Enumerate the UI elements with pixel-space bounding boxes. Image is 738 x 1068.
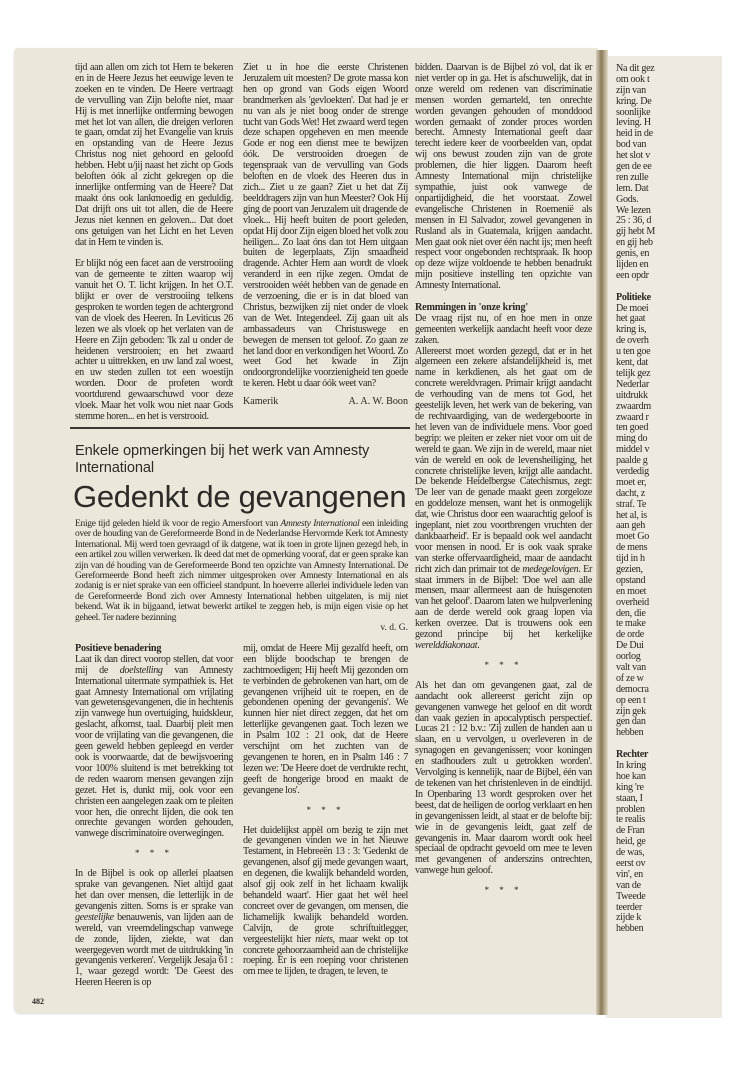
article-column-2: [243, 644, 408, 978]
right-page-heading: Politieke: [616, 291, 651, 303]
right-page-line: Na dit gez: [616, 63, 655, 74]
right-page-line: hebben: [616, 923, 644, 935]
top-article-row: [75, 63, 408, 423]
right-page-line: tijd in h: [616, 553, 645, 565]
right-page-line: ten goed: [616, 422, 649, 434]
right-page-line: telijk gez: [616, 367, 651, 379]
right-page-line: kring. De: [616, 95, 652, 107]
section-heading: Positieve benadering: [75, 642, 162, 654]
right-page-line: democra: [616, 683, 649, 695]
right-page-line: kent, dat: [616, 357, 649, 369]
byline-author: A. A. W. Boon: [348, 396, 408, 408]
right-page-line: De moei: [616, 302, 649, 314]
right-page-line: Nederlar: [616, 378, 649, 390]
right-page-line: soonlijke: [616, 106, 651, 118]
top-article-column-2-wrap: [243, 63, 408, 407]
right-page-line: teerder: [616, 901, 642, 913]
paragraph-text: van Amnesty International uitermate sympathiek is. Het gaat Amnesty International om vrijlating van gewetensgevangenen, die in hechtenis zijn vanwege hun overtuiging, huidskleur, geslacht, afkomst, taal. Daarbij pleit men voor de vrijlating van die gevangenen, die geen geweld hebben gepleegd en verder ook is voorwaarde, dat de bewijsvoering voor 100% sluitend is met betrekking tot de reden waarom mensen gevangen zijn gezet. Het is, dunkt mij, ook voor een christen een aangelegen zaak om te pleiten voor hen, die onrecht lijden, die ook ten onrechte gevangen worden gehouden, vanwege discriminatoire overwegingen.: [75, 664, 233, 840]
right-page-line: zijn van: [616, 84, 646, 96]
right-page-line: dacht, z: [616, 487, 645, 499]
paragraph: [75, 869, 233, 989]
section-separator: * * *: [484, 659, 523, 670]
right-page-line: zijn gek: [616, 705, 646, 717]
right-page-line: het al, is: [616, 509, 647, 521]
right-page-line: aan geh: [616, 520, 646, 532]
paragraph-text: In de Bijbel is ook op allerlei plaatsen sprake van gevangenen. Niet altijd gaat het dan over mensen, die letterlijk in de gevangenis zitten. Soms is er sprake van: [75, 868, 233, 912]
paragraph: [415, 63, 592, 292]
right-page-line: uitdrukk: [616, 389, 648, 401]
right-page-line: u ten goe: [616, 346, 651, 358]
article-kicker: Enkele opmerkingen bij het werk van Amnesty International: [75, 442, 370, 476]
right-page-line: en moet: [616, 585, 647, 597]
emphasis: niets: [315, 933, 333, 945]
paragraph-text: Als het dan om gevangenen gaat, zal de aandacht ook allereerst gericht zijn op gevangenen vanwege het geloof en dit wordt dan vaak gezien in apocalyptisch perspectief. Lucas 21 : 12 b.v.: 'Zij zullen de handen aan u slaan, en u vervolgen, u overleveren in de synagogen en gevangenissen; voor koningen en stadhouders zult u getrokken worden'. Vervolging is kennelijk, naar de Bijbel, één van de tekenen van het christenleven in de eindtijd. In Openbaring 13 wordt gesproken over het beest, dat de heiligen de oorlog verklaart en hen in gevangenissen leidt, al staat er de belofte bij: wie in de gevangenis leidt, gaat zelf de gevangenis in. Maar daarom wordt ook heel speciaal de opdracht gevoeld om mee te leven met gevangenen of anderszins ontrechten, vanwege hun geloof.: [415, 679, 592, 877]
right-page-line: het gaat: [616, 313, 646, 325]
right-page-line: [616, 293, 726, 304]
right-page-line: de orde: [616, 629, 644, 641]
page-number: 482: [32, 997, 44, 1007]
right-page-line: king 're: [616, 781, 644, 793]
right-page-line: We lezen: [616, 204, 651, 216]
right-page-line: de was,: [616, 847, 645, 859]
right-page-line: overheid: [616, 596, 649, 608]
right-page-text: [616, 64, 726, 935]
byline-place: Kamerik: [243, 396, 279, 408]
right-page-line: ming do: [616, 433, 648, 445]
right-page-line: zwaard r: [616, 411, 649, 423]
right-page-line: opstand: [616, 574, 646, 586]
right-page-line: de mens: [616, 542, 648, 554]
top-article-column-1: [75, 63, 233, 423]
right-page-line: lem. Dat: [616, 182, 649, 194]
intro-text: een inleiding over de houding van de Gereformeerde Bond in de Nederlandse Hervormde Kerk tot Amnesty International. Mij werd toen gevraagd of ik datgene, wat ik toen in grote lijnen gezegd heb, in een artikel zou willen verwerken. Ik deed dat met de opmerking vooraf, dat er geen sprake kan zijn van dé houding van de Gereformeerde Bond ten opzichte van Amnesty International. De Gereformeerde Bond heeft zich nimmer uitgesproken over Amnesty International en als zodanig is er niet sprake van een officieel standpunt. In hoeverre allerlei individuele leden van de Gereformeerde Bond zich over Amnesty International hebben uitgelaten, is mij niet bekend. Wat ik in bijgaand, ietwat bewerkt artikel te zeggen heb, is mijn eigen visie op het geheel. Ter nadere bezinning: [75, 518, 408, 623]
section-separator: * * *: [306, 804, 345, 815]
right-page-line: zwaardm: [616, 400, 651, 412]
right-page-line: een opdr: [616, 269, 649, 281]
right-page-line: genis, en: [616, 248, 650, 260]
paragraph-text: De vraag rijst nu, of en hoe men in onze gemeenten werkelijk aandacht heeft voor deze zaken.: [415, 312, 592, 346]
article-column-1: [75, 644, 233, 989]
right-page-line: valt van: [616, 661, 646, 673]
right-page-line: middel v: [616, 444, 650, 456]
section-separator: * * *: [484, 885, 523, 896]
right-page-line: van de: [616, 879, 641, 891]
intro-emphasis: Amnesty International: [280, 518, 360, 529]
paragraph-text: benauwenis, van lijden aan de wereld, van vreemdelingschap vanwege de zonde, lijden, ziekte, wat dan weergegeven wordt met de uitdrukking 'in gevangenis verkeren'. Vergelijk Jesaja 61 : 1, waar gezegd wordt: 'De Geest des Heeren Heeren is op: [75, 911, 233, 989]
paragraph-text: , maar wekt op tot concrete gehoorzaamheid aan de christelijke roeping. Er is een roeping voor christenen om mee te lijden, te dragen, te leven, te: [243, 933, 408, 978]
right-page-line: Gods.: [616, 193, 639, 205]
right-page-heading: Rechter: [616, 749, 649, 761]
right-page-line: Tweede: [616, 890, 646, 902]
right-page-line: bod van: [616, 139, 647, 151]
article-lower-row: [75, 644, 408, 989]
right-page-line: problen: [616, 803, 645, 815]
right-page-line: staan, I: [616, 792, 643, 804]
paragraph-text: . Er staat immers in de Bijbel: 'Doe wel aan alle mensen, maar allermeest aan de huisgenoten van het geloof'. Daarom laten we hulpverlening aan de derde wereld ook graag lopen via kerken overzee. Dat is trouwens ook een gezond principe bij het kerkelijke: [415, 563, 592, 641]
paragraph: [243, 644, 408, 797]
emphasis: geestelijke: [75, 911, 114, 923]
right-page-line: vin', en: [616, 868, 643, 880]
paragraph-text: Laat ik dan direct voorop stellen, dat voor mij de: [75, 653, 233, 676]
right-page-line: eerst ov: [616, 858, 646, 870]
paragraph-text: Het duidelijkst appèl om bezig te zijn met de gevangenen vinden we in het Nieuwe Testament, in Hebreeën 13 : 3: 'Gedenkt de gevangenen, alsof gij mede gevangen waart, en degenen, die kwalijk behandeld worden, alsof gij ook zelf in het lichaam kwalijk behandeld waart'. Hier gaat het wèl heel concreet over de gevangen, om mensen, die lichamelijk kwalijk behandeld worden. Calvijn, de grote schriftuitlegger, vergeestelijkt hier: [243, 824, 408, 945]
right-page-line: heid in de: [616, 128, 653, 140]
top-article-column-2: [243, 63, 408, 390]
section-heading: Remmingen in 'onze kring': [415, 301, 529, 313]
intro-initials: v. d. G.: [380, 622, 408, 633]
intro-text: Enige tijd geleden hield ik voor de regio Amersfoort van: [75, 518, 281, 529]
right-page-line: de overh: [616, 335, 649, 347]
right-page-line: gen de ee: [616, 161, 652, 173]
right-page-line: oorlog: [616, 651, 641, 663]
right-page-line: heid, ge: [616, 836, 646, 848]
page-gutter: [596, 50, 608, 1015]
right-page-line: 25 : 36, d: [616, 215, 652, 227]
right-page-line: paalde g: [616, 455, 648, 467]
right-page-line: gezien,: [616, 563, 643, 575]
right-page-line: De Dui: [616, 640, 644, 652]
right-page-line: en gij heb: [616, 237, 653, 249]
paragraph-text: bidden. Daarvan is de Bijbel zó vol, dat ik er niet verder op in ga. Het is afschuwelijk, dat in onze wereld om redenen van discriminatie mensen worden gemarteld, ten onrechte worden gevangen gehouden of monddood worden gemaakt of zonder proces worden berecht. Amnesty International geeft daar terecht iedere keer de voorbeelden van, opdat wij ons bewust zouden zijn van de grote problemen, die hier liggen. Daarom heeft Amnesty International mijn christelijke sympathie, juist ook vanwege de onpartijdigheid, die het voorstaat. Zowel evangelische Christenen in Roemenië als mensen in El Salvador, zowel gevangenen in Rusland als in Guatemala, krijgen aandacht. Men gaat ook niet over één nacht ijs; men heeft respect voor ongebonden rechtspraak. Ik hoop op deze wijze voldoende te hebben benadrukt mijn positieve instelling ten opzichte van Amnesty International.: [415, 62, 592, 292]
right-page-line: straf. Te: [616, 498, 647, 510]
left-text-block: [32, 62, 408, 1007]
right-page-line: het slot v: [616, 150, 651, 162]
paragraph: [415, 347, 592, 652]
paragraph: [415, 314, 592, 347]
right-page-line: gij hebt M: [616, 226, 656, 238]
emphasis: werelddiakonaat: [415, 640, 478, 652]
right-page-line: In kring: [616, 760, 646, 771]
article-column-3: [415, 63, 592, 906]
section-separator: * * *: [135, 848, 173, 859]
right-page-line: verdedig: [616, 465, 649, 477]
right-page-line: moet er,: [616, 476, 647, 488]
right-page-line: op een t: [616, 694, 646, 706]
right-page-line: zijde k: [616, 912, 642, 924]
paragraph: [243, 826, 408, 979]
right-page-line: hoe kan: [616, 770, 646, 782]
paragraph: tijd aan allen om zich tot Hem te bekeren en in de Heere Jezus het eeuwige leven te zoeken en te vinden. De Heere vertraagt de vervulling van Zijn belofte niet, maar Hij is met innerlijke ontferming bewogen met het lot van allen, die dreigen verloren te gaan, omdat zij het Evangelie van kruis en opstanding van de Heere Jezus Christus nog niet gehoord en geloofd hebben. Hebt u/jij naast het zicht op Gods beloften óók al zicht gekregen op die innerlijke ontferming van de Heere? Dat maakt óns ook lankmoedig en geduldig. Dat drijft ons uit tot allen, die de Heere Jezus niet kennen en geloven... Dat doet ons getuigen van het Licht en het Leven dat in Hem te vinden is.: [75, 62, 233, 248]
paragraph-text: .: [477, 640, 480, 652]
right-page-line: of ze w: [616, 672, 644, 684]
right-page-line: moet Go: [616, 531, 649, 543]
paragraph: [415, 681, 592, 877]
right-page-line: kring is,: [616, 324, 647, 336]
right-page-line: te make: [616, 618, 646, 630]
paragraph-text: Allereerst moet worden gezegd, dat er in het algemeen een zekere afstandelijkheid is, met name in kerkdienen, als het gaat om de concrete wereldvragen. Primair krijgt aandacht de verhouding van de mens tot God, het geestelijk leven, het werk van de bekering, van de rechtvaardiging, van de wedergeboorte in het leven van de individuele mens. Voor goed begrip: we pleiten er zeker niet voor om uit de wereld te gaan. We zijn in de wereld, maar niet ván de wereld en ook de levensheiliging, het concrete christelijke leven, krijgt alle aandacht. De bekende Heidelbergse Catechismus, zegt: 'De leer van de genade maakt geen zorgeloze en goddeloze mensen, want het is onmogelijk dat, wie Christus door een waarachtig geloof is ingeplant, niet zou voortbrengen vruchten der dankbaarheid'. Er is bepaald ook wel aandacht voor mensen in nood. Er is ook vaak sprake van sterke offervaardigheid, maar de aandacht richt zich dan primair tot de: [415, 345, 592, 575]
right-page-line: gen dan: [616, 716, 646, 728]
right-page-line: den, die: [616, 607, 646, 619]
right-page-line: hebben: [616, 727, 644, 739]
right-page-line: om ook t: [616, 73, 650, 85]
section-divider: [70, 427, 410, 429]
article-intro: [75, 519, 408, 623]
right-page-line: lijden en: [616, 259, 649, 271]
paragraph: Ziet u in hoe die eerste Christenen Jeruzalem uit moesten? De grote massa kon hen op grond van Gods eigen Woord brandmerken als 'gevloekten'. Dat had je er nu van als je niet boog onder de strenge tucht van Gods Wet! Het zwaard werd tegen deze schapen opgeheven en men meende Gode er nog een dienst mee te bewijzen óók. De verstrooiden droegen de tegenspraak van de vervulling van Gods beloften en de vloek des Heeren dus in zich... Ziet u ze gaan? Ziet u het dat Zij beelddragers zijn van hun Meester? Ook Hij ging de poort van Jeruzalem uit dragende de vloek... Hij heeft buiten de poort geleden, opdat Hij door Zijn eigen bloed het volk zou heiligen... Zo laat óns dan tot Hem uitgaan buiten de legerplaats, Zijn smaadheid dragende. Achter Hem aan wordt de vloek veranderd in een rijke zegen. Omdat de verstrooiden wéét hebben van de genade en de verzoening, die er is in dat bloed van Christus, bezwijken zij niet onder de vloek van de Wet. Integendeel. Zij gaan uit als ambassadeurs van Christuswege en bewegen de mensen tot geloof. Zo gaan ze het land door en verkondigen het Woord. Zo weet God het kwade in Zijn ondoorgrondelijke voorzienigheid ten goede te keren. Hebt u daar óók weet van?: [243, 62, 408, 390]
byline: [243, 396, 408, 407]
paragraph-text: mij, omdat de Heere Mij gezalfd heeft, om een blijde boodschap te brengen de zachtmoedigen; Hij heeft Mij gezonden om te verbinden de gebrokenen van hart, om de gevangenen vrijheid uit te roepen, en de gebondenen opening der gevangenis'. We kunnen hier niet direct zeggen, dat het om letterlijke gevangenen gaat. Toch lezen we in Psalm 102 : 21 ook, dat de Heere verschijnt om het zuchten van de gevangenen te horen, en in Psalm 146 : 7 lezen we: 'De Heere doet de verdrukte recht, geeft de hongerige brood en maakt de gevangene los'.: [243, 642, 408, 796]
right-page-line: te realis: [616, 814, 645, 826]
paragraph: [75, 655, 233, 840]
paragraph: Er blijkt nóg een facet aan de verstrooiing van de gemeente te zitten waarop wij vanuit het O. T. licht krijgen. In het O.T. blijkt er over de verstrooiing telkens gesproken te worden tegen de achtergrond van de vloek des Heeren. In Leviticus 26 lezen we als vloek op het verlaten van de Heere en Zijn geboden: 'Ik zal u onder de heidenen verstrooien; en het zwaard achter u uittrekken, en uw land zal woest, en uw steden zullen tot een woestijn worden. Door de profeten wordt voortdurend gewaarschuwd voor deze vloek. Maar het volk wou niet naar Gods stemme horen... en het is verstrooid.: [75, 258, 233, 422]
right-page-line: leving. H: [616, 117, 651, 129]
emphasis: doelstelling: [119, 664, 163, 676]
emphasis: medegelovigen: [522, 563, 579, 575]
right-page-line: ren zulle: [616, 171, 649, 183]
article-title: Gedenkt de gevangenen: [73, 478, 407, 514]
right-page-line: de Fran: [616, 825, 645, 837]
